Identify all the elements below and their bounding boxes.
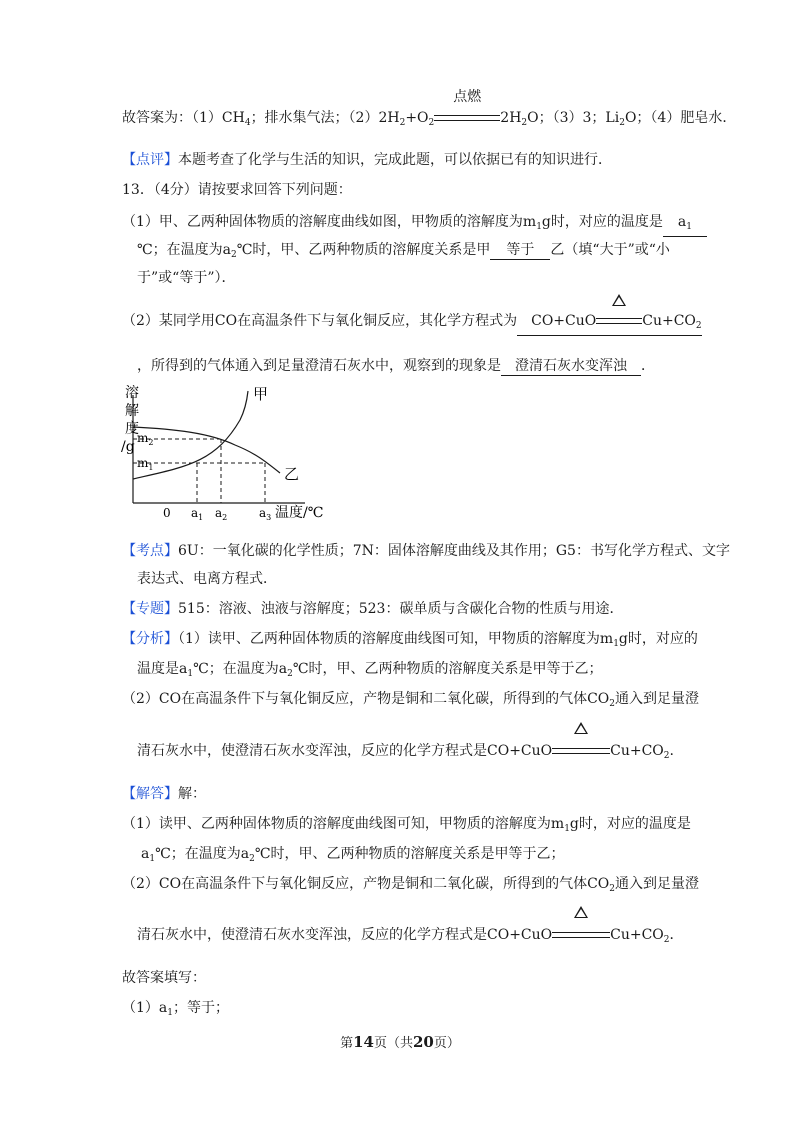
xlabel: 温度/℃ [275, 505, 324, 520]
heat-triangle-icon [574, 722, 588, 734]
ylabel-char-1: 溶 [125, 385, 139, 401]
xtick-a2: $a_2$ [215, 506, 228, 520]
xtick-a3: $a_3$ [259, 506, 272, 520]
equation-heat [552, 741, 610, 761]
series-yi-label: 乙 [284, 465, 300, 483]
comment: 【点评】本题考查了化学与生活的知识，完成此题，可以依据已有的知识进行． [122, 152, 612, 168]
jieda-line4: 清石灰水中，使澄清石灰水变浑浊，反应的化学方程式是CO+CuO $Cu+CO_2$． [137, 925, 684, 950]
fenxi-tag: 【分析】 [122, 631, 178, 647]
page-footer: 第14页（共20页） [340, 1033, 460, 1051]
question-13-part2-line1: （2）某同学用CO在高温条件下与氧化铜反应，其化学方程式为 CO+CuO $Cu+CO_2$ [122, 311, 702, 336]
ytick-m2: $m_2$ [137, 431, 154, 447]
condition-ignite: 点燃 [453, 89, 482, 105]
question-13-part1-line3: 于”或“等于”）． [137, 270, 236, 286]
fill-title: 故答案填写： [122, 970, 206, 986]
jieda-title: 【解答】解： [122, 786, 206, 802]
question-13-title: 13．（4分）请按要求回答下列问题： [122, 182, 352, 198]
equation-ignite [434, 89, 500, 128]
answer-blank-2: 等于 [490, 242, 550, 260]
ylabel-char-2: 解 [125, 403, 139, 419]
answer-line: 故答案为：$(1)CH_4$；排水集气法；$(2)2H_2+O_2$ 点燃 $2H_2O$；（3）3；$Li_2O$；（4）肥皂水． [122, 89, 737, 128]
fenxi-line3: （2）CO在高温条件下与氧化铜反应，产物是铜和二氧化碳，所得到的气体$CO_2$通入到足量澄 [122, 691, 700, 709]
series-yi-curve [133, 427, 280, 473]
heat-triangle-icon [574, 906, 588, 918]
kaodian-cont: 表达式、电离方程式． [137, 571, 277, 587]
fenxi-line2: 温度是$a_1℃$；在温度为$a_2℃$时，甲、乙两种物质的溶解度关系是甲等于乙； [137, 661, 603, 679]
fill-line1: $(1)a_1$；等于； [122, 1000, 229, 1018]
zhuanti: 【专题】515：溶液、浊液与溶解度；523：碳单质与含碳化合物的性质与用途． [122, 601, 624, 617]
question-13-part1-line2: ℃；在温度为$a_2℃$时，甲、乙两种物质的溶解度关系是甲 等于 乙（填“大于”或“小 [137, 242, 670, 260]
fenxi-line4: 清石灰水中，使澄清石灰水变浑浊，反应的化学方程式是CO+CuO $Cu+CO_2$. [137, 741, 674, 766]
heat-triangle-icon [612, 294, 626, 306]
answer-blank-4: 澄清石灰水变浑浊 [501, 358, 641, 376]
jieda-line3: （2）CO在高温条件下与氧化铜反应，产物是铜和二氧化碳，所得到的气体$CO_2$通入到足量澄 [122, 876, 700, 894]
page-number: 14 [353, 1033, 374, 1051]
equation-heat-2 [552, 925, 610, 945]
comment-tag: 【点评】 [122, 152, 178, 168]
ylabel-char-4: /g [121, 439, 135, 455]
answer-blank-1: $a_1$ [663, 214, 707, 237]
kaodian: 【考点】6U：一氧化碳的化学性质；7N：固体溶解度曲线及其作用；G5：书写化学方程式、文字 [122, 543, 730, 559]
ytick-m1: $m_1$ [137, 456, 154, 472]
solubility-chart [115, 385, 330, 520]
page-total: 20 [413, 1033, 434, 1051]
series-jia-label: 甲 [253, 385, 269, 403]
ylabel-char-3: 度 [125, 421, 139, 437]
jieda-line1: （1）读甲、乙两种固体物质的溶解度曲线图可知，甲物质的溶解度为$m_1g$时，对应的温度是 [122, 816, 691, 834]
question-13-part1-line1: （1）甲、乙两种固体物质的溶解度曲线如图，甲物质的溶解度为$m_1g$时，对应的温度是 $a_1$ [122, 212, 707, 237]
zhuanti-tag: 【专题】 [122, 601, 178, 617]
answer-blank-3: CO+CuO $Cu+CO_2$ [517, 313, 702, 336]
question-13-part2-line2: ，所得到的气体通入到足量澄清石灰水中，观察到的现象是 澄清石灰水变浑浊 ． [137, 358, 655, 374]
jieda-line2: $a_1℃$；在温度为$a_2℃$时，甲、乙两种物质的溶解度关系是甲等于乙； [141, 846, 565, 864]
origin-label: 0 [163, 506, 171, 520]
fenxi-line1: 【分析】（1）读甲、乙两种固体物质的溶解度曲线图可知，甲物质的溶解度为$m_1g$时，对应的 [122, 631, 698, 649]
xtick-a1: $a_1$ [191, 506, 204, 520]
jieda-tag: 【解答】 [122, 786, 178, 802]
kaodian-tag: 【考点】 [122, 543, 178, 559]
